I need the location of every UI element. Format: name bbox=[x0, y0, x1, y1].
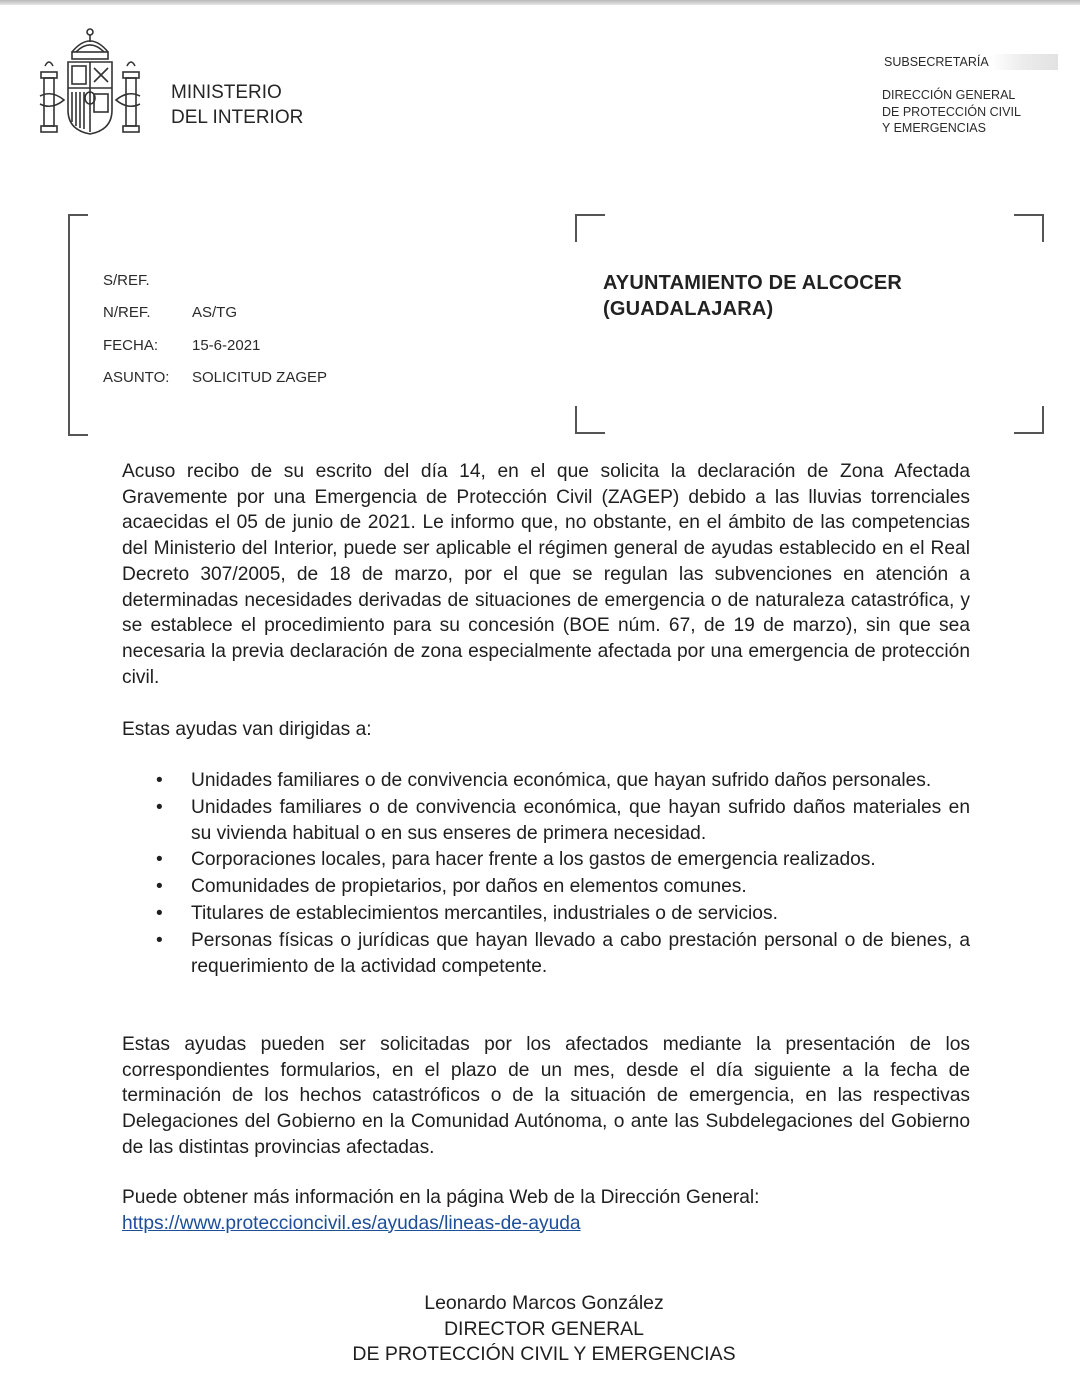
reference-row bbox=[103, 369, 327, 401]
ministry-line-2: DEL INTERIOR bbox=[171, 107, 304, 128]
bullet-icon: • bbox=[156, 903, 163, 925]
list-item-text: Titulares de establecimientos mercantiles, industriales o de servicios. bbox=[191, 903, 778, 925]
signatory-name: Leonardo Marcos González bbox=[424, 1292, 664, 1314]
reference-value: AS/TG bbox=[192, 304, 238, 322]
bullet-icon: • bbox=[156, 849, 163, 871]
spain-coat-of-arms-logo bbox=[36, 26, 144, 142]
reference-value: SOLICITUD ZAGEP bbox=[192, 369, 328, 387]
bullet-icon: • bbox=[156, 796, 163, 818]
direction-line-1: DIRECCIÓN GENERAL bbox=[882, 88, 1016, 102]
more-info-text: Puede obtener más información en la página Web de la Dirección General: bbox=[122, 1187, 760, 1208]
direction-general-block bbox=[882, 87, 1021, 137]
address-corner-top-right bbox=[1014, 214, 1044, 242]
list-item bbox=[122, 795, 970, 846]
ayudas-link[interactable]: https://www.proteccioncivil.es/ayudas/lineas-de-ayuda bbox=[122, 1212, 581, 1234]
reference-label: FECHA: bbox=[103, 336, 159, 354]
bullet-icon: • bbox=[156, 876, 163, 898]
top-edge bbox=[0, 0, 1080, 5]
signatory-title-1: DIRECTOR GENERAL bbox=[443, 1317, 645, 1340]
reference-label: ASUNTO: bbox=[103, 369, 170, 387]
reference-block bbox=[103, 272, 327, 402]
body-paragraph-2: Estas ayudas van dirigidas a: bbox=[122, 719, 372, 740]
direction-line-3: Y EMERGENCIAS bbox=[882, 121, 986, 135]
subsecretaria-label: SUBSECRETARÍA bbox=[882, 54, 1058, 70]
list-item bbox=[122, 847, 970, 873]
list-item bbox=[122, 928, 970, 979]
list-item-text: Personas físicas o jurídicas que hayan llevado a cabo prestación personal o de bienes, a requerimiento de la actividad competente. bbox=[191, 930, 970, 977]
list-item bbox=[122, 768, 970, 794]
bullet-icon: • bbox=[156, 770, 163, 791]
list-item bbox=[122, 874, 970, 900]
reference-bracket bbox=[68, 214, 88, 436]
beneficiaries-list bbox=[122, 768, 970, 981]
bullet-icon: • bbox=[156, 930, 163, 952]
list-item-text: Corporaciones locales, para hacer frente a los gastos de emergencia realizados. bbox=[191, 849, 876, 871]
body-paragraph-1: Acuso recibo de su escrito del día 14, en el que solicita la declaración de Zona Afectada Gravemente por una Emergencia de Protección Civil (ZAGEP) debido a las lluvias torrenciales acaecidas el 05 de junio de 2021. Le informo que, no obstante, en el ámbito de las competencias del Ministerio del Interior, puede ser aplicable el régimen general de ayudas establecido en el Real Decreto 307/2005, de 18 de marzo, por el que se regulan las subvenciones en atención a determinadas necesidades derivadas de situaciones de emergencia o de naturaleza catastrófica, y se establece el procedimiento para su concesión (BOE núm. 67, de 19 de marzo), sin que sea necesaria la previa declaración de zona especialmente afectada por una emergencia de protección civil. bbox=[122, 461, 970, 688]
reference-row bbox=[103, 304, 327, 336]
reference-row bbox=[103, 337, 327, 369]
direction-line-2: DE PROTECCIÓN CIVIL bbox=[882, 104, 1021, 119]
signature-block bbox=[0, 1291, 1080, 1368]
list-item-text: Unidades familiares o de convivencia económica, que hayan sufrido daños personales. bbox=[191, 770, 932, 791]
list-item bbox=[122, 901, 970, 927]
reference-label: N/REF. bbox=[103, 304, 151, 322]
list-item-text: Unidades familiares o de convivencia económica, que hayan sufrido daños materiales en su vivienda habitual o en sus enseres de primera necesidad. bbox=[191, 796, 970, 844]
list-item-text: Comunidades de propietarios, por daños en elementos comunes. bbox=[191, 876, 747, 898]
addressee-line-1: AYUNTAMIENTO DE ALCOCER bbox=[603, 272, 903, 294]
signatory-title-2: DE PROTECCIÓN CIVIL Y EMERGENCIAS bbox=[352, 1343, 736, 1365]
body-paragraph-3: Estas ayudas pueden ser solicitadas por los afectados mediante la presentación de los correspondientes formularios, en el plazo de un mes, desde el día siguiente a la fecha de terminación de los hechos catastróficos o de la situación de emergencia, en las respectivas Delegaciones del Gobierno en la Comunidad Autónoma, o ante las Subdelegaciones del Gobierno de las distintas provincias afectadas. bbox=[122, 1034, 970, 1158]
address-corner-top-left bbox=[575, 214, 605, 242]
ministry-line-1: MINISTERIO bbox=[171, 82, 282, 103]
body-paragraph-4 bbox=[122, 1185, 970, 1236]
ministry-name bbox=[171, 80, 303, 130]
reference-value: 15-6-2021 bbox=[192, 336, 261, 354]
addressee bbox=[603, 270, 902, 322]
reference-label: S/REF. bbox=[103, 272, 150, 289]
addressee-line-2: (GUADALAJARA) bbox=[603, 298, 774, 320]
reference-row bbox=[103, 272, 327, 304]
address-corner-bottom-right bbox=[1014, 406, 1044, 434]
address-corner-bottom-left bbox=[575, 406, 605, 434]
